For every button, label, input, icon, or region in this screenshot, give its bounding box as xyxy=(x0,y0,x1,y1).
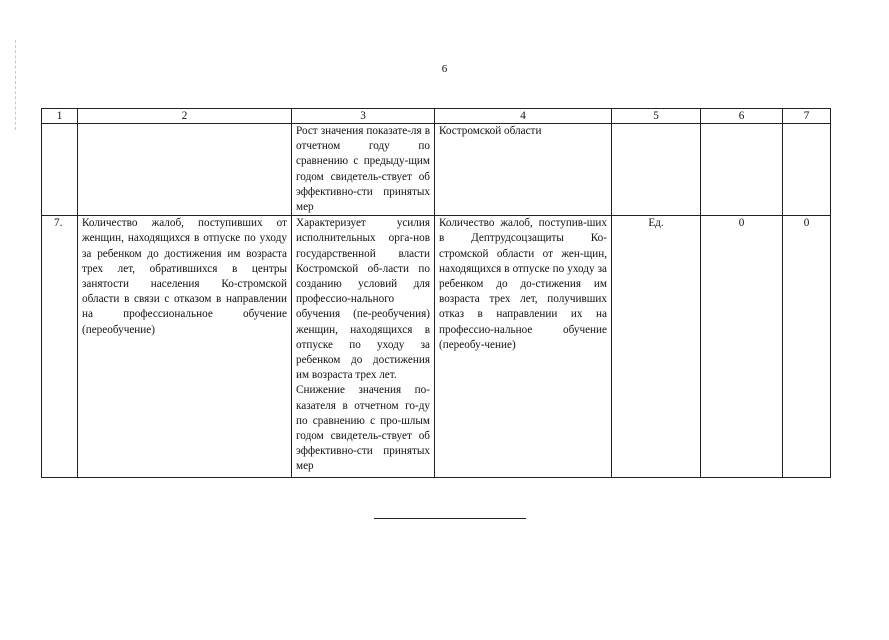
header-cell-4: 4 xyxy=(435,109,612,124)
header-cell-3: 3 xyxy=(292,109,435,124)
table-row-7 xyxy=(42,216,831,478)
cell-value-7: 0 xyxy=(783,216,831,478)
cell-unit: Ед. xyxy=(612,216,701,478)
cell-number xyxy=(42,124,78,216)
cell-value-7 xyxy=(783,124,831,216)
header-cell-6: 6 xyxy=(701,109,783,124)
table-header-row xyxy=(42,109,831,124)
cell-indicator-name xyxy=(78,124,292,216)
characteristic-part-2: Снижение значения по-казателя в отчетном го-ду по сравнению с про-шлым годом свидетель-ствует об эффективно-сти принятых мер xyxy=(296,384,430,473)
cell-characteristic xyxy=(292,216,435,478)
cell-calculation: Костромской области xyxy=(435,124,612,216)
cell-number: 7. xyxy=(42,216,78,478)
cell-value-6 xyxy=(701,124,783,216)
cell-value-6: 0 xyxy=(701,216,783,478)
characteristic-part-1: Характеризует усилия исполнительных орга-нов государственной власти Костромской об-ласти по созданию условий для профессио-нального обучения (пе-реобучения) женщин, находящихся в отпуске по уходу за ребенком до достижения им возраста трех лет. xyxy=(296,217,430,382)
header-cell-7: 7 xyxy=(783,109,831,124)
table-row-continuation xyxy=(42,124,831,216)
page-number: 6 xyxy=(441,63,448,75)
header-cell-2: 2 xyxy=(78,109,292,124)
closing-rule-line xyxy=(374,518,526,519)
header-cell-1: 1 xyxy=(42,109,78,124)
cell-calculation: Количество жалоб, поступив-ших в Дептрудсоцзащиты Ко-стромской области от жен-щин, находящихся в отпуске по уходу за ребенком до до-стижения им возраста трех лет, получивших отказ в направлении их на профессио-нальное обучение (переобу-чение) xyxy=(435,216,612,478)
cell-characteristic: Рост значения показате-ля в отчетном году по сравнению с предыду-щим годом свидетель-ствует об эффективно-сти принятых мер xyxy=(292,124,435,216)
cell-indicator-name: Количество жалоб, поступивших от женщин, находящихся в отпуске по уходу за ребенком до достижения им возраста трех лет, обратившихся в центры занятости населения Ко-стромской области в связи с отказом в направлении на профессиональное обучение (переобучение) xyxy=(78,216,292,478)
indicator-table xyxy=(41,108,831,478)
scan-margin-mark xyxy=(15,40,17,130)
header-cell-5: 5 xyxy=(612,109,701,124)
cell-unit xyxy=(612,124,701,216)
